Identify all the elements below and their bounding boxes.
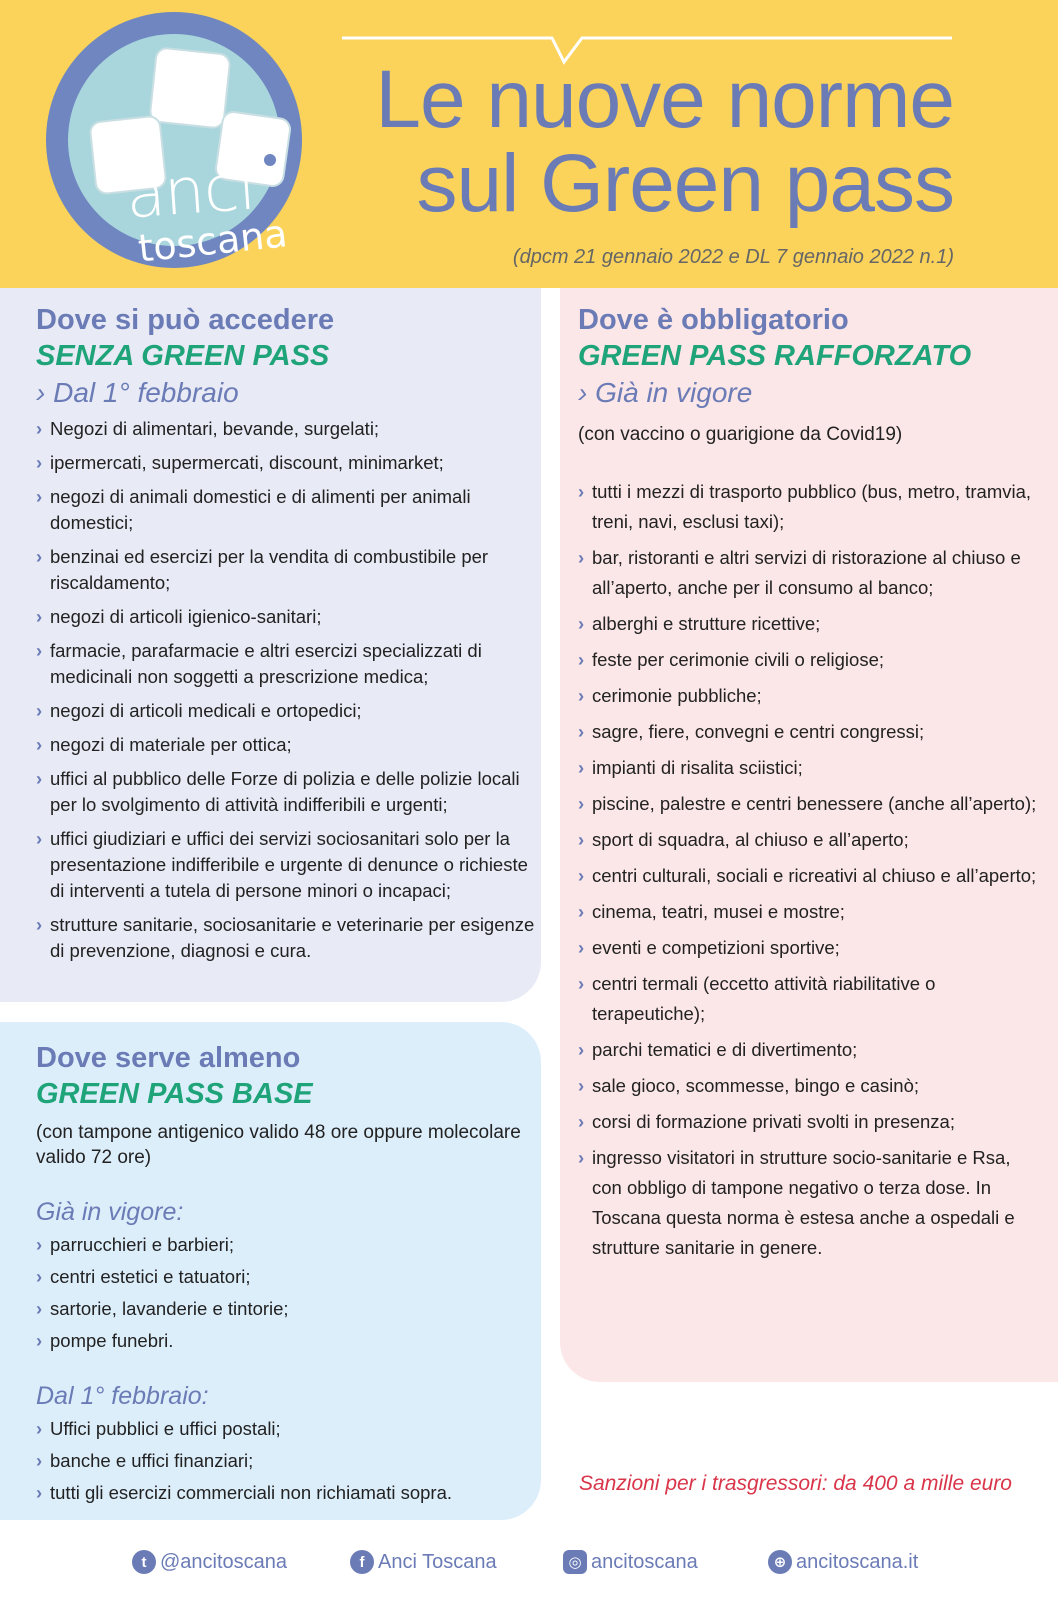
anci-toscana-logo[interactable] — [46, 12, 302, 271]
list-item: › Uffici pubblici e uffici postali; — [36, 1416, 536, 1442]
list-item: › negozi di articoli medicali e ortopedici; — [36, 698, 536, 724]
reinforced-pass-list — [578, 477, 1044, 1263]
chevron-right-icon: › — [578, 613, 585, 634]
list-item: › piscine, palestre e centri benessere (anche all’aperto); — [578, 789, 1044, 819]
list-item: › alberghi e strutture ricettive; — [578, 609, 1044, 639]
title-line-2: sul Green pass — [416, 138, 954, 229]
section-note: (con tampone antigenico valido 48 ore oppure molecolare valido 72 ore) — [36, 1122, 521, 1168]
list-item: › negozi di articoli igienico-sanitari; — [36, 604, 536, 630]
chevron-right-icon: › — [578, 721, 585, 742]
list-item: › sagre, fiere, convegni e centri congressi; — [578, 717, 1044, 747]
instagram-icon: ◎ — [563, 1550, 587, 1574]
list-item: › centri estetici e tatuatori; — [36, 1264, 536, 1290]
group-title-in-force: Già in vigore: — [36, 1198, 184, 1226]
chevron-right-icon: › — [578, 377, 588, 408]
chevron-right-icon: › — [36, 546, 43, 567]
logo-text-toscana: toscana — [136, 211, 290, 271]
website-url: ancitoscana.it — [796, 1550, 919, 1573]
chevron-right-icon: › — [578, 793, 585, 814]
list-item: › bar, ristoranti e altri servizi di ristorazione al chiuso e all’aperto, anche per il consumo al banco; — [578, 543, 1044, 603]
section-heading-highlight: SENZA GREEN PASS — [36, 340, 330, 372]
list-item: › corsi di formazione privati svolti in presenza; — [578, 1107, 1044, 1137]
section-subheading: › Già in vigore — [578, 377, 753, 408]
list-item: › cinema, teatri, musei e mostre; — [578, 897, 1044, 927]
logo-text-anci: anci — [123, 150, 258, 234]
chevron-right-icon: › — [36, 1266, 43, 1287]
chevron-right-icon: › — [578, 1075, 585, 1096]
facebook-link[interactable] — [350, 1550, 497, 1574]
globe-icon: ⊕ — [768, 1550, 792, 1574]
list-item: › tutti i mezzi di trasporto pubblico (bus, metro, tramvia, treni, navi, esclusi taxi); — [578, 477, 1044, 537]
list-item: › ingresso visitatori in strutture socio-sanitarie e Rsa, con obbligo di tampone negativo o terza dose. In Toscana questa norma è estesa anche a ospedali e strutture sanitarie in genere. — [578, 1143, 1044, 1263]
section-heading: Dove si può accedere — [36, 304, 335, 336]
list-item: › ipermercati, supermercati, discount, minimarket; — [36, 450, 536, 476]
no-pass-list — [36, 416, 536, 964]
section-base-pass — [36, 1040, 536, 1512]
list-item: › parchi tematici e di divertimento; — [578, 1035, 1044, 1065]
chevron-right-icon: › — [36, 734, 43, 755]
chevron-right-icon: › — [578, 973, 585, 994]
chevron-right-icon: › — [36, 486, 43, 507]
list-item: › impianti di risalita sciistici; — [578, 753, 1044, 783]
facebook-icon: f — [350, 1550, 374, 1574]
chevron-right-icon: › — [36, 1330, 43, 1351]
chevron-right-icon: › — [578, 685, 585, 706]
list-item: › strutture sanitarie, sociosanitarie e veterinarie per esigenze di prevenzione, diagnosi e cura. — [36, 914, 535, 961]
chevron-right-icon: › — [578, 757, 585, 778]
website-link[interactable] — [768, 1550, 918, 1574]
chevron-right-icon: › — [36, 914, 43, 935]
section-heading: Dove serve almeno — [36, 1042, 301, 1074]
list-item: › centri culturali, sociali e ricreativi al chiuso e all’aperto; — [578, 861, 1044, 891]
list-item: › benzinai ed esercizi per la vendita di combustibile per riscaldamento; — [36, 546, 489, 593]
logo-tile — [148, 46, 232, 130]
chevron-right-icon: › — [578, 1147, 585, 1168]
logo-dot — [264, 154, 276, 166]
section-heading-highlight: GREEN PASS BASE — [36, 1078, 313, 1110]
chevron-right-icon: › — [578, 481, 585, 502]
section-heading: Dove è obbligatorio — [578, 304, 849, 336]
list-item: › eventi e competizioni sportive; — [578, 933, 1044, 963]
sanction-note: Sanzioni per i trasgressori: da 400 a mille euro — [578, 1472, 1012, 1495]
instagram-handle: ancitoscana — [591, 1550, 698, 1573]
list-item: › parrucchieri e barbieri; — [36, 1232, 536, 1258]
page-subtitle: (dpcm 21 gennaio 2022 e DL 7 gennaio 2022 n.1) — [512, 246, 954, 268]
chevron-right-icon: › — [36, 1418, 43, 1439]
list-item: › negozi di materiale per ottica; — [36, 732, 536, 758]
chevron-right-icon: › — [36, 606, 43, 627]
header — [0, 0, 1058, 288]
footer — [0, 1540, 1058, 1590]
base-pass-list-from-february — [36, 1416, 536, 1506]
list-item: › uffici al pubblico delle Forze di polizia e delle polizie locali per lo svolgimento di attività indifferibili e urgenti; — [36, 768, 520, 815]
chevron-right-icon: › — [36, 1298, 43, 1319]
group-title-from-february: Dal 1° febbraio: — [36, 1382, 209, 1410]
list-item: › sale gioco, scommesse, bingo e casinò; — [578, 1071, 1044, 1101]
page-title — [375, 54, 954, 229]
list-item: › negozi di animali domestici e di alimenti per animali domestici; — [36, 486, 471, 533]
list-item: › farmacie, parafarmacie e altri esercizi specializzati di medicinali non soggetti a prescrizione medica; — [36, 640, 482, 687]
list-item: › banche e uffici finanziari; — [36, 1448, 536, 1474]
chevron-right-icon: › — [578, 1039, 585, 1060]
twitter-handle: @ancitoscana — [160, 1550, 288, 1573]
chevron-right-icon: › — [36, 700, 43, 721]
chevron-right-icon: › — [36, 1482, 43, 1503]
chevron-right-icon: › — [36, 452, 43, 473]
section-reinforced-pass — [578, 302, 1044, 1269]
twitter-link[interactable] — [132, 1550, 287, 1574]
instagram-link[interactable] — [563, 1550, 698, 1574]
chevron-right-icon: › — [36, 1234, 43, 1255]
list-item: › Negozi di alimentari, bevande, surgelati; — [36, 416, 536, 442]
title-line-1: Le nuove norme — [375, 54, 954, 145]
chevron-right-icon: › — [36, 418, 43, 439]
chevron-right-icon: › — [36, 768, 43, 789]
base-pass-list-in-force — [36, 1232, 536, 1354]
list-item: › uffici giudiziari e uffici dei servizi sociosanitari solo per la presentazione indifferibile e urgente di denunce o richieste di interventi a tutela di persone minori o incapaci; — [36, 828, 528, 901]
chevron-right-icon: › — [578, 901, 585, 922]
section-subheading: › Dal 1° febbraio — [36, 377, 239, 408]
section-heading-highlight: GREEN PASS RAFFORZATO — [578, 340, 972, 372]
list-item: › tutti gli esercizi commerciali non richiamati sopra. — [36, 1480, 536, 1506]
list-item: › sartorie, lavanderie e tintorie; — [36, 1296, 536, 1322]
chevron-right-icon: › — [578, 865, 585, 886]
chevron-right-icon: › — [578, 1111, 585, 1132]
section-no-pass — [36, 302, 536, 972]
list-item: › feste per cerimonie civili o religiose; — [578, 645, 1044, 675]
list-item: › cerimonie pubbliche; — [578, 681, 1044, 711]
chevron-right-icon: › — [36, 1450, 43, 1471]
twitter-icon: t — [132, 1550, 156, 1574]
chevron-right-icon: › — [578, 829, 585, 850]
chevron-right-icon: › — [36, 377, 46, 408]
chevron-right-icon: › — [578, 649, 585, 670]
chevron-right-icon: › — [578, 547, 585, 568]
chevron-right-icon: › — [36, 640, 43, 661]
chevron-right-icon: › — [36, 828, 43, 849]
list-item: › pompe funebri. — [36, 1328, 536, 1354]
chevron-right-icon: › — [578, 937, 585, 958]
list-item: › centri termali (eccetto attività riabilitative o terapeutiche); — [578, 969, 1044, 1029]
list-item: › sport di squadra, al chiuso e all’aperto; — [578, 825, 1044, 855]
facebook-handle: Anci Toscana — [378, 1550, 497, 1573]
section-note: (con vaccino o guarigione da Covid19) — [578, 424, 903, 445]
